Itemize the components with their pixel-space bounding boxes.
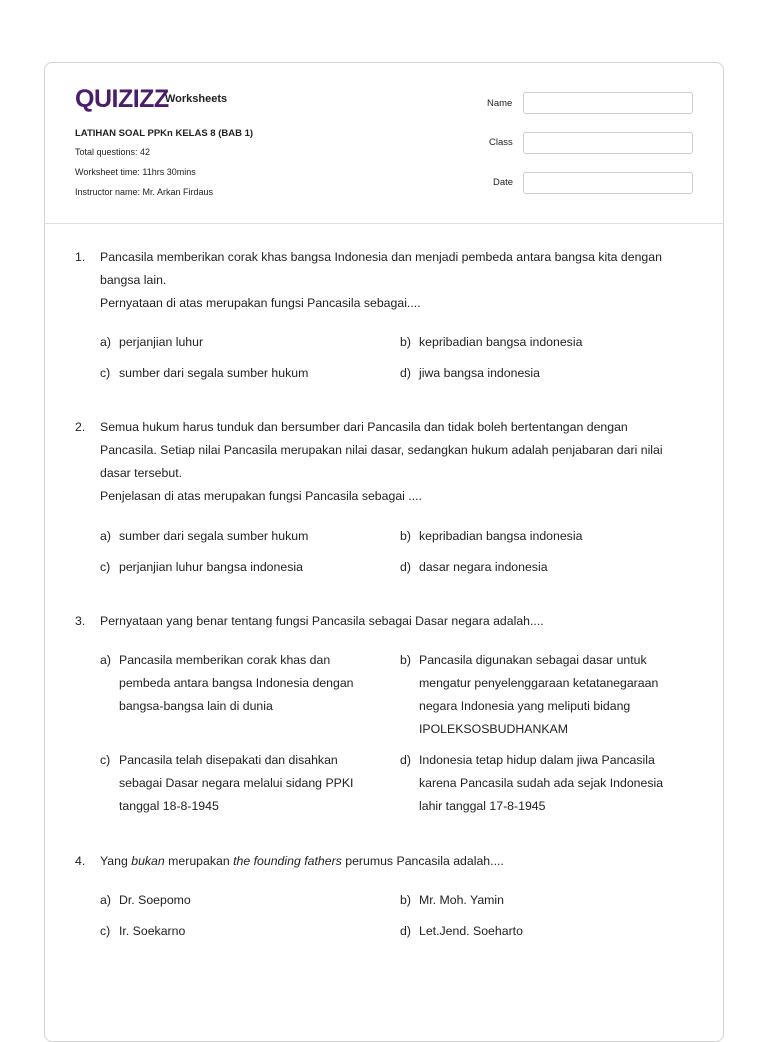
option-3b: [400, 649, 700, 741]
option-line: lahir tanggal 17-8-1945: [419, 799, 546, 813]
question-line: bangsa lain.: [100, 273, 167, 287]
option-text: Dr. Soepomo: [119, 893, 191, 907]
option-text: perjanjian luhur bangsa indonesia: [119, 560, 303, 574]
worksheet-title: LATIHAN SOAL PPKn KELAS 8 (BAB 1): [75, 128, 254, 139]
option-4d: [400, 920, 670, 943]
option-text: perjanjian luhur: [119, 335, 204, 349]
option-text: kepribadian bangsa indonesia: [419, 529, 583, 543]
option-letter: c): [100, 366, 111, 380]
option-letter: d): [400, 560, 411, 574]
question-1: [75, 246, 695, 315]
option-3a: [100, 649, 370, 718]
option-letter: b): [400, 335, 411, 349]
option-line: Pancasila telah disepakati dan disahkan: [119, 753, 338, 767]
worksheet-time: Worksheet time: 11hrs 30mins: [75, 167, 196, 177]
question-line: Pancasila. Setiap nilai Pancasila merupakan nilai dasar, sedangkan hukum adalah penjabaran dari nilai: [100, 443, 663, 457]
option-letter: b): [400, 893, 411, 907]
date-field[interactable]: [523, 172, 693, 194]
option-line: IPOLEKSOSBUDHANKAM: [419, 722, 568, 736]
option-letter: c): [100, 560, 111, 574]
question-fragment-italic: the founding fathers: [233, 854, 342, 868]
class-field[interactable]: [523, 132, 693, 154]
option-1a: [100, 331, 370, 354]
quizizz-logo: QUIZIZZ: [75, 85, 169, 113]
class-label: Class: [489, 137, 513, 148]
option-text: [119, 749, 370, 818]
option-line: bangsa-bangsa lain di dunia: [119, 699, 273, 713]
option-letter: d): [400, 366, 411, 380]
option-line: sebagai Dasar negara melalui sidang PPKI: [119, 776, 354, 790]
instructor-name: Instructor name: Mr. Arkan Firdaus: [75, 187, 214, 197]
option-letter: b): [400, 529, 411, 543]
option-text: [419, 749, 700, 818]
question-line: Semua hukum harus tunduk dan bersumber dari Pancasila dan tidak boleh bertentangan dengan: [100, 420, 628, 434]
name-label: Name: [487, 98, 513, 109]
option-letter: d): [400, 753, 411, 767]
question-4: [75, 850, 695, 873]
option-2a: [100, 525, 370, 548]
question-text: [100, 246, 695, 315]
question-2: [75, 416, 695, 508]
question-fragment-italic: bukan: [131, 854, 165, 868]
option-line: mengatur penyelenggaraan ketatanegaraan: [419, 676, 659, 690]
question-fragment: Yang: [100, 854, 132, 868]
option-text: sumber dari segala sumber hukum: [119, 529, 309, 543]
question-number: 3.: [75, 614, 86, 628]
option-2c: [100, 556, 370, 579]
option-2d: [400, 556, 670, 579]
option-3c: [100, 749, 370, 818]
question-3: [75, 610, 695, 633]
question-number: 4.: [75, 854, 86, 868]
name-field[interactable]: [523, 92, 693, 114]
option-letter: c): [100, 924, 111, 938]
option-letter: a): [100, 893, 111, 907]
option-letter: a): [100, 335, 111, 349]
question-text: [100, 416, 695, 508]
option-letter: b): [400, 653, 411, 667]
option-text: Mr. Moh. Yamin: [419, 893, 504, 907]
option-line: Pancasila digunakan sebagai dasar untuk: [419, 653, 647, 667]
option-text: Let.Jend. Soeharto: [419, 924, 523, 938]
question-line: Pancasila memberikan corak khas bangsa Indonesia dan menjadi pembeda antara bangsa kita dengan: [100, 250, 662, 264]
date-label: Date: [493, 177, 514, 188]
question-number: 1.: [75, 250, 86, 264]
option-1d: [400, 362, 670, 385]
option-text: jiwa bangsa indonesia: [419, 366, 541, 380]
question-fragment: perumus Pancasila adalah....: [341, 854, 504, 868]
logo-subtitle: Worksheets: [165, 93, 228, 105]
option-text: Ir. Soekarno: [119, 924, 186, 938]
worksheet-header: [45, 63, 723, 224]
option-line: karena Pancasila sudah ada sejak Indonesia: [419, 776, 664, 790]
question-line: dasar tersebut.: [100, 466, 183, 480]
option-text: kepribadian bangsa indonesia: [419, 335, 583, 349]
question-line: Penjelasan di atas merupakan fungsi Pancasila sebagai ....: [100, 489, 422, 503]
option-line: Pancasila memberikan corak khas dan: [119, 653, 331, 667]
option-1b: [400, 331, 670, 354]
option-text: [119, 649, 370, 718]
option-4b: [400, 889, 670, 912]
option-line: tanggal 18-8-1945: [119, 799, 219, 813]
option-text: [419, 649, 700, 741]
question-text: [100, 610, 695, 633]
option-letter: a): [100, 529, 111, 543]
option-line: negara Indonesia yang meliputi bidang: [419, 699, 631, 713]
option-letter: c): [100, 753, 111, 767]
option-letter: a): [100, 653, 111, 667]
option-line: pembeda antara bangsa Indonesia dengan: [119, 676, 354, 690]
option-letter: d): [400, 924, 411, 938]
option-1c: [100, 362, 370, 385]
question-number: 2.: [75, 420, 86, 434]
option-text: dasar negara indonesia: [419, 560, 548, 574]
option-4c: [100, 920, 370, 943]
question-line: Pernyataan di atas merupakan fungsi Pancasila sebagai....: [100, 296, 421, 310]
option-4a: [100, 889, 370, 912]
question-text: [100, 850, 695, 873]
option-text: sumber dari segala sumber hukum: [119, 366, 309, 380]
option-2b: [400, 525, 670, 548]
option-line: Indonesia tetap hidup dalam jiwa Pancasila: [419, 753, 655, 767]
total-questions: Total questions: 42: [75, 147, 151, 157]
option-3d: [400, 749, 700, 818]
question-fragment: merupakan: [164, 854, 234, 868]
question-line: Pernyataan yang benar tentang fungsi Pancasila sebagai Dasar negara adalah....: [100, 614, 544, 628]
